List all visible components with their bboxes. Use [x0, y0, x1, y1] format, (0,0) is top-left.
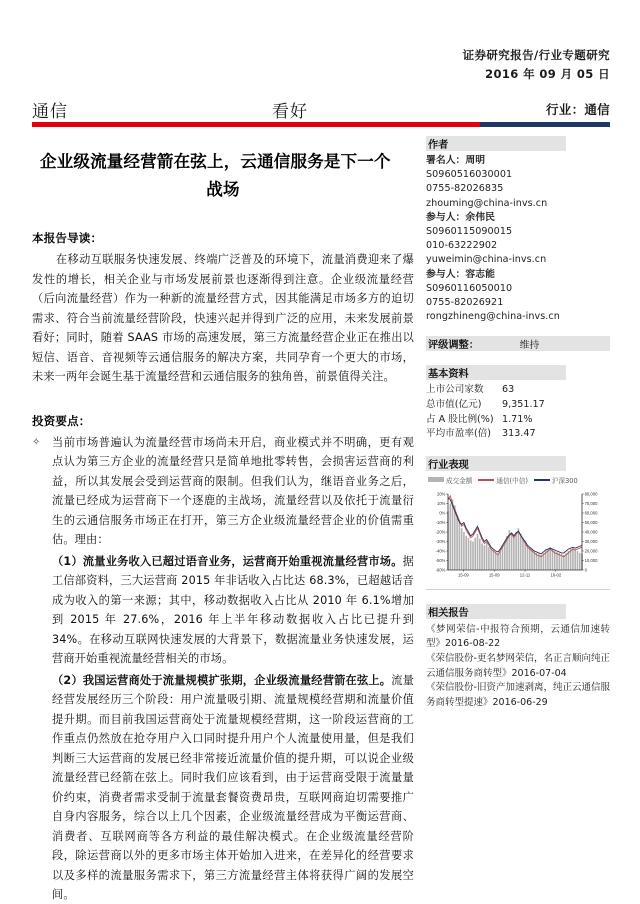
table-row	[426, 398, 610, 413]
svg-text:15-09: 15-09	[458, 572, 469, 578]
basic-data-value: 9,351.17	[502, 399, 545, 411]
industry-name: 通信	[32, 101, 68, 122]
authors-band-label: 作者	[428, 140, 449, 151]
basic-data-table	[426, 383, 610, 441]
chart-plot-area	[426, 491, 610, 583]
sidebar	[426, 136, 610, 710]
svg-text:10%: 10%	[437, 500, 446, 506]
author-code: S0960115090015	[426, 226, 513, 238]
sector-label: 行业：通信	[545, 102, 610, 117]
svg-text:16-02: 16-02	[550, 572, 562, 578]
points-intro: 当前市场普遍认为流量经营市场尚未开启，商业模式并不明确，更有观点认为第三方企业的流量经营只是简单地批零转售，会损害运营商的利益，所以其发展会受到运营商的限制。但我们认为，继语音业务之后，流量已经成为运营商下一个逐鹿的主战场，流量经营以及依托于流量衍生的云通信服务市场正在打开，第三方企业级流量经营企业的价值需重估。理由：	[52, 435, 414, 546]
svg-text:-20%: -20%	[435, 529, 446, 535]
investment-point-bullet	[32, 433, 414, 904]
svg-text:70,000: 70,000	[584, 500, 598, 506]
point-item-1-body: 据工信部资料，三大运营商 2015 年非话收入占比达 68.3%，已超越话音成为收入的第一来源；其中，移动数据收入占比从 2010 年 6.1%增加到 2015 年 27.6%，2016 年上半年移动数据收入占比已提升到 34%。在移动互联网快速发展的大背景下，数据流量业务快速发展，运营商开始重视流量经营相关的市场。	[52, 554, 414, 665]
related-reports-list	[426, 623, 610, 711]
svg-text:-10%: -10%	[435, 519, 446, 525]
legend-label: 通信(中信)	[496, 476, 528, 485]
legend-item-csi300	[534, 475, 578, 485]
industry-perf-band-label: 行业表现	[428, 459, 469, 471]
author-entry	[426, 211, 610, 268]
svg-text:-40%: -40%	[435, 548, 446, 554]
related-reports-band	[426, 604, 566, 619]
point-item-1	[52, 552, 414, 669]
divider-red-segment	[32, 122, 480, 127]
author-entry	[426, 154, 610, 211]
author-role: 参与人：余伟民	[426, 211, 495, 223]
author-code: S0960116050010	[426, 282, 513, 294]
point-item-2-title: （2）我国运营商处于流量规模扩张期，企业级流量经营箭在弦上。	[52, 673, 392, 687]
rating-adjust-value: 维持	[519, 339, 540, 351]
guide-body: 在移动互联服务快速发展、终端广泛普及的环境下，流量消费迎来了爆发性的增长，相关企业与市场发展前景也逐渐得到注意。企业级流量经营（后向流量经营）作为一种新的流量经营方式，因其能满足市场多方的迫切需求、符合当前流量经营阶段，快速兴起并得到广泛的应用，未来发展前景看好；同时，随着 SAAS 市场的高速发展，第三方流量经营企业正在推出以短信、语音、音视频等云通信服务的解决方案，共同孕育一个更大的市场，未来一两年会诞生基于流量经营和云通信服务的独角兽，前景值得关注。	[32, 253, 414, 383]
author-phone: 010-63222902	[426, 240, 498, 252]
page-title-line-2: 战场	[206, 180, 240, 199]
svg-text:60,000: 60,000	[584, 510, 598, 516]
basic-data-key: 上市公司家数	[426, 384, 484, 396]
svg-text:-50%: -50%	[435, 557, 446, 563]
table-row	[426, 413, 610, 428]
industry-performance-chart	[426, 475, 610, 590]
basic-data-key: 总市值(亿元)	[426, 399, 482, 411]
basic-data-value: 1.71%	[502, 413, 533, 425]
spacer	[426, 351, 610, 365]
author-entry	[426, 268, 610, 325]
svg-text:30,000: 30,000	[584, 538, 598, 544]
basic-data-band-label: 基本资料	[428, 369, 469, 381]
author-role: 署名人：周明	[426, 155, 486, 166]
svg-text:-60%: -60%	[435, 567, 446, 573]
spacer	[426, 590, 610, 604]
rating-adjust-band	[426, 336, 610, 351]
basic-data-key: 占 A 股比例(%)	[426, 413, 494, 425]
legend-item-volume	[428, 475, 472, 485]
rating-adjust-label: 评级调整：	[428, 340, 479, 352]
spacer	[426, 442, 610, 456]
legend-swatch-red-line-icon	[478, 479, 494, 481]
report-date: 2016 年 09 月 05 日	[485, 67, 610, 81]
svg-text:0%: 0%	[439, 510, 446, 516]
basic-data-value: 63	[502, 384, 515, 396]
author-code: S0960516030001	[426, 169, 513, 181]
svg-text:-30%: -30%	[435, 538, 446, 544]
list-item[interactable]: 《荣信股份-旧资产加速剥离，纯正云通信服务商转型提速》2016-06-29	[426, 682, 610, 708]
basic-data-band	[426, 365, 566, 380]
svg-text:10,000: 10,000	[584, 557, 598, 563]
svg-text:15-09: 15-09	[488, 572, 500, 578]
legend-swatch-bar-icon	[428, 477, 444, 482]
legend-item-telecom	[478, 475, 528, 485]
guide-heading: 本报告导读：	[32, 231, 103, 245]
points-heading: 投资要点：	[32, 413, 91, 428]
svg-text:20%: 20%	[437, 491, 446, 497]
legend-swatch-blue-line-icon	[534, 479, 550, 481]
author-email[interactable]: zhouming@china-invs.cn	[426, 197, 548, 209]
document-header	[0, 0, 640, 84]
basic-data-key: 平均市盈率(倍)	[426, 428, 492, 440]
author-email[interactable]: yuweimin@china-invs.cn	[426, 254, 547, 266]
table-row	[426, 383, 610, 398]
legend-label: 成交金额	[446, 476, 473, 485]
author-phone: 0755-82026921	[426, 297, 504, 309]
industry-rating: 看好	[271, 101, 308, 122]
legend-label: 沪深300	[551, 476, 578, 485]
author-role: 参与人：容志能	[426, 268, 495, 280]
header-divider	[32, 122, 610, 127]
divider-blue-segment	[480, 122, 610, 127]
report-type-label: 证券研究报告/行业专题研究	[462, 48, 610, 62]
author-phone: 0755-82026835	[426, 183, 504, 195]
svg-text:50,000: 50,000	[584, 519, 598, 525]
basic-data-value: 313.47	[502, 428, 536, 440]
main-content-column	[32, 136, 414, 904]
table-row	[426, 427, 610, 442]
svg-text:80,000: 80,000	[584, 491, 598, 497]
chart-svg	[426, 491, 610, 583]
list-item[interactable]: 《梦网荣信-中报符合预期，云通信加速转型》2016-08-22	[426, 623, 610, 650]
list-item[interactable]: 《荣信股份-更名梦网荣信，名正言顺向纯正云通信服务商转型》2016-07-04	[426, 653, 610, 679]
svg-text:12-11: 12-11	[519, 572, 531, 578]
investment-point-body	[52, 433, 414, 904]
author-email[interactable]: rongzhineng@china-invs.cn	[426, 311, 560, 323]
industry-rating-row	[32, 96, 610, 122]
page-title	[32, 148, 414, 204]
authors-band	[426, 136, 566, 151]
diamond-bullet-icon: ✧	[32, 436, 41, 448]
related-reports-band-label: 相关报告	[428, 607, 469, 619]
point-item-2-body: 流量经营发展经历三个阶段：用户流量吸引期、流量规模经营期和流量价值提升期。而目前我国运营商处于流量规模经营期，这一阶段运营商的工作重点仍然放在抢夺用户入口同时提升用户个人流量使用量，但是我们判断三大运营商的发展已经非常接近流量价值的提升期，可以说企业级流量经营已经箭在弦上。同时我们应该看到，由于运营商受限于流量量价约束，消费者需求受制于流量套餐资费昂贵，互联网商迫切需要推广自身内容服务，综合以上几个因素，企业级流量经营成为平衡运营商、消费者、互联网商等各方利益的最佳解决模式。在企业级流量经营阶段，除运营商以外的更多市场主体开始加入进来，在差异化的经营要求以及多样的流量服务需求下，第三方流量经营主体将获得广阔的发展空间。	[52, 673, 414, 901]
point-item-2	[52, 671, 414, 904]
svg-text:40,000: 40,000	[584, 529, 598, 535]
point-item-1-title: （1）流量业务收入已超过语音业务，运营商开始重视流量经营市场。	[52, 554, 403, 568]
chart-legend	[426, 475, 610, 485]
page-title-line-1: 企业级流量经营箭在弦上，云通信服务是下一个	[40, 152, 391, 171]
industry-perf-band	[426, 456, 566, 471]
svg-text:0: 0	[584, 567, 587, 573]
svg-text:20,000: 20,000	[584, 548, 598, 554]
